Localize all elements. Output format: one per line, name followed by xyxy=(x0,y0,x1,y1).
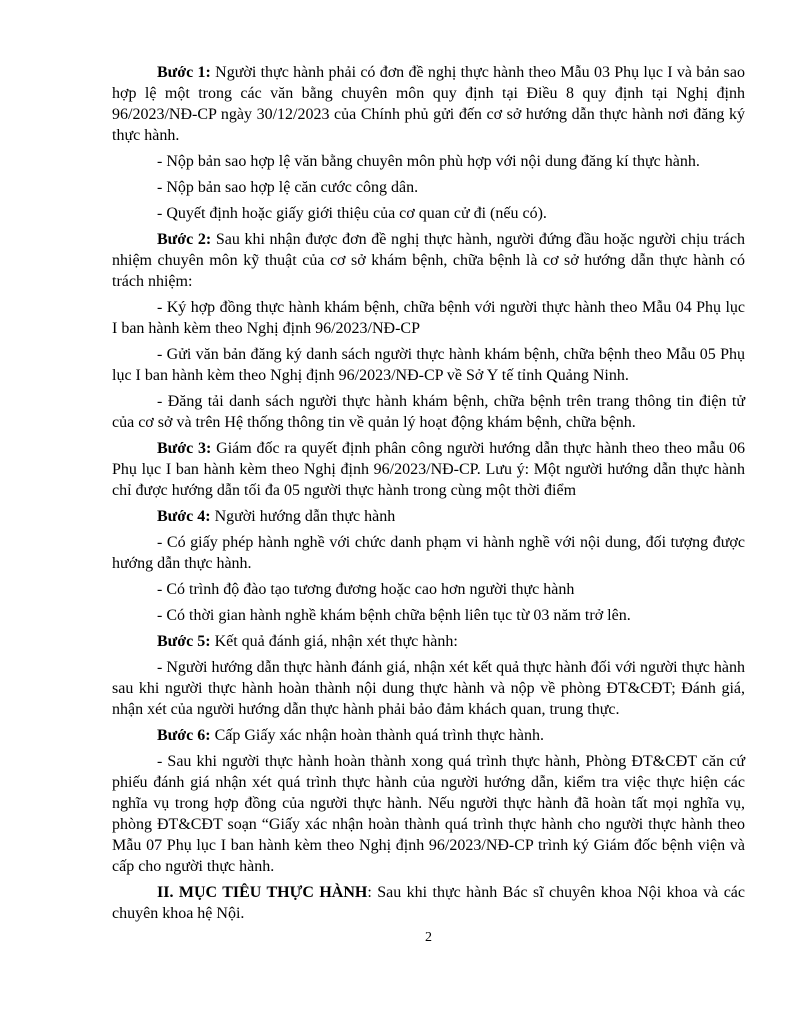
section-heading-ii xyxy=(112,882,745,924)
paragraph-text: - Người hướng dẫn thực hành đánh giá, nhận xét kết quả thực hành đối với người thực hành sau khi người thực hành hoàn thành nội dung thực hành và nộp về phòng ĐT&CĐT; Đánh giá, nhận xét của người hướng dẫn thực hành phải bảo đảm khách quan, trung thực. xyxy=(112,659,745,718)
paragraph-step-1 xyxy=(112,62,745,146)
paragraph-text: - Gửi văn bản đăng ký danh sách người thực hành khám bệnh, chữa bệnh theo Mẫu 05 Phụ lục I ban hành kèm theo Nghị định 96/2023/NĐ-CP về Sở Y tế tỉnh Quảng Ninh. xyxy=(112,346,745,384)
bullet-item xyxy=(112,177,745,198)
step-label: Bước 5: xyxy=(157,633,211,650)
step-label: Bước 6: xyxy=(157,727,211,744)
page-number: 2 xyxy=(425,930,432,945)
paragraph-step-3 xyxy=(112,438,745,501)
paragraph-step-4 xyxy=(112,506,745,527)
bullet-item xyxy=(112,605,745,626)
paragraph-text: - Quyết định hoặc giấy giới thiệu của cơ quan cử đi (nếu có). xyxy=(157,205,547,222)
paragraph-text: - Có trình độ đào tạo tương đương hoặc cao hơn người thực hành xyxy=(157,581,575,598)
bullet-item xyxy=(112,297,745,339)
paragraph-text: Người hướng dẫn thực hành xyxy=(210,508,396,525)
paragraph-text: - Nộp bản sao hợp lệ văn bằng chuyên môn phù hợp với nội dung đăng kí thực hành. xyxy=(157,153,700,170)
paragraph-step-2 xyxy=(112,229,745,292)
paragraph-step-6 xyxy=(112,725,745,746)
paragraph-text: - Có giấy phép hành nghề với chức danh phạm vi hành nghề với nội dung, đối tượng được hướng dẫn thực hành. xyxy=(112,534,745,572)
paragraph-text: - Có thời gian hành nghề khám bệnh chữa bệnh liên tục từ 03 năm trở lên. xyxy=(157,607,631,624)
step-label: Bước 3: xyxy=(157,440,212,457)
bullet-item xyxy=(112,391,745,433)
bullet-item xyxy=(112,751,745,877)
paragraph-text: Giám đốc ra quyết định phân công người hướng dẫn thực hành theo theo mẫu 06 Phụ lục I ban hành kèm theo Nghị định 96/2023/NĐ-CP. Lưu ý: Một người hướng dẫn thực hành chỉ được hướng dẫn tối đa 05 người thực hành trong cùng một thời điểm xyxy=(112,440,746,499)
bullet-item xyxy=(112,151,745,172)
step-label: Bước 4: xyxy=(157,508,211,525)
bullet-item xyxy=(112,203,745,224)
paragraph-text: Kết quả đánh giá, nhận xét thực hành: xyxy=(210,633,458,650)
bullet-item xyxy=(112,579,745,600)
step-label: Bước 2: xyxy=(157,231,212,248)
paragraph-text: - Sau khi người thực hành hoàn thành xong quá trình thực hành, Phòng ĐT&CĐT căn cứ phiếu đánh giá nhận xét quá trình thực hành của người hướng dẫn, kiểm tra việc thực hiện các nghĩa vụ trong hợp đồng của người thực hành. Nếu người thực hành đã hoàn tất mọi nghĩa vụ, phòng ĐT&CĐT soạn “Giấy xác nhận hoàn thành quá trình thực hành cho người thực hành theo Mẫu 07 Phụ lục I ban hành kèm theo Nghị định 96/2023/NĐ-CP trình ký Giám đốc bệnh viện và cấp cho người thực hành. xyxy=(112,753,745,875)
paragraph-text: - Nộp bản sao hợp lệ căn cước công dân. xyxy=(157,179,419,196)
paragraph-text: Người thực hành phải có đơn đề nghị thực hành theo Mẫu 03 Phụ lục I và bản sao hợp lệ một trong các văn bằng chuyên môn quy định tại Điều 8 quy định tại Nghị định 96/2023/NĐ-CP ngày 30/12/2023 của Chính phủ gửi đến cơ sở hướng dẫn thực hành nơi đăng ký thực hành. xyxy=(112,64,746,144)
bullet-item xyxy=(112,657,745,720)
paragraph-text: - Đăng tải danh sách người thực hành khám bệnh, chữa bệnh trên trang thông tin điện tử của cơ sở và trên Hệ thống thông tin về quản lý hoạt động khám bệnh, chữa bệnh. xyxy=(112,393,745,431)
section-label: II. MỤC TIÊU THỰC HÀNH xyxy=(157,884,368,901)
paragraph-step-5 xyxy=(112,631,745,652)
bullet-item xyxy=(112,532,745,574)
paragraph-text: : Sau khi thực hành Bác sĩ chuyên khoa Nội khoa và các chuyên khoa hệ Nội. xyxy=(112,884,745,922)
paragraph-text: Cấp Giấy xác nhận hoàn thành quá trình thực hành. xyxy=(210,727,545,744)
paragraph-text: Sau khi nhận được đơn đề nghị thực hành, người đứng đầu hoặc người chịu trách nhiệm chuyên môn kỹ thuật của cơ sở khám bệnh, chữa bệnh là cơ sở hướng dẫn thực hành có trách nhiệm: xyxy=(112,231,746,290)
bullet-item xyxy=(112,344,745,386)
step-label: Bước 1: xyxy=(157,64,211,81)
paragraph-text: - Ký hợp đồng thực hành khám bệnh, chữa bệnh với người thực hành theo Mẫu 04 Phụ lục I ban hành kèm theo Nghị định 96/2023/NĐ-CP xyxy=(112,299,745,337)
